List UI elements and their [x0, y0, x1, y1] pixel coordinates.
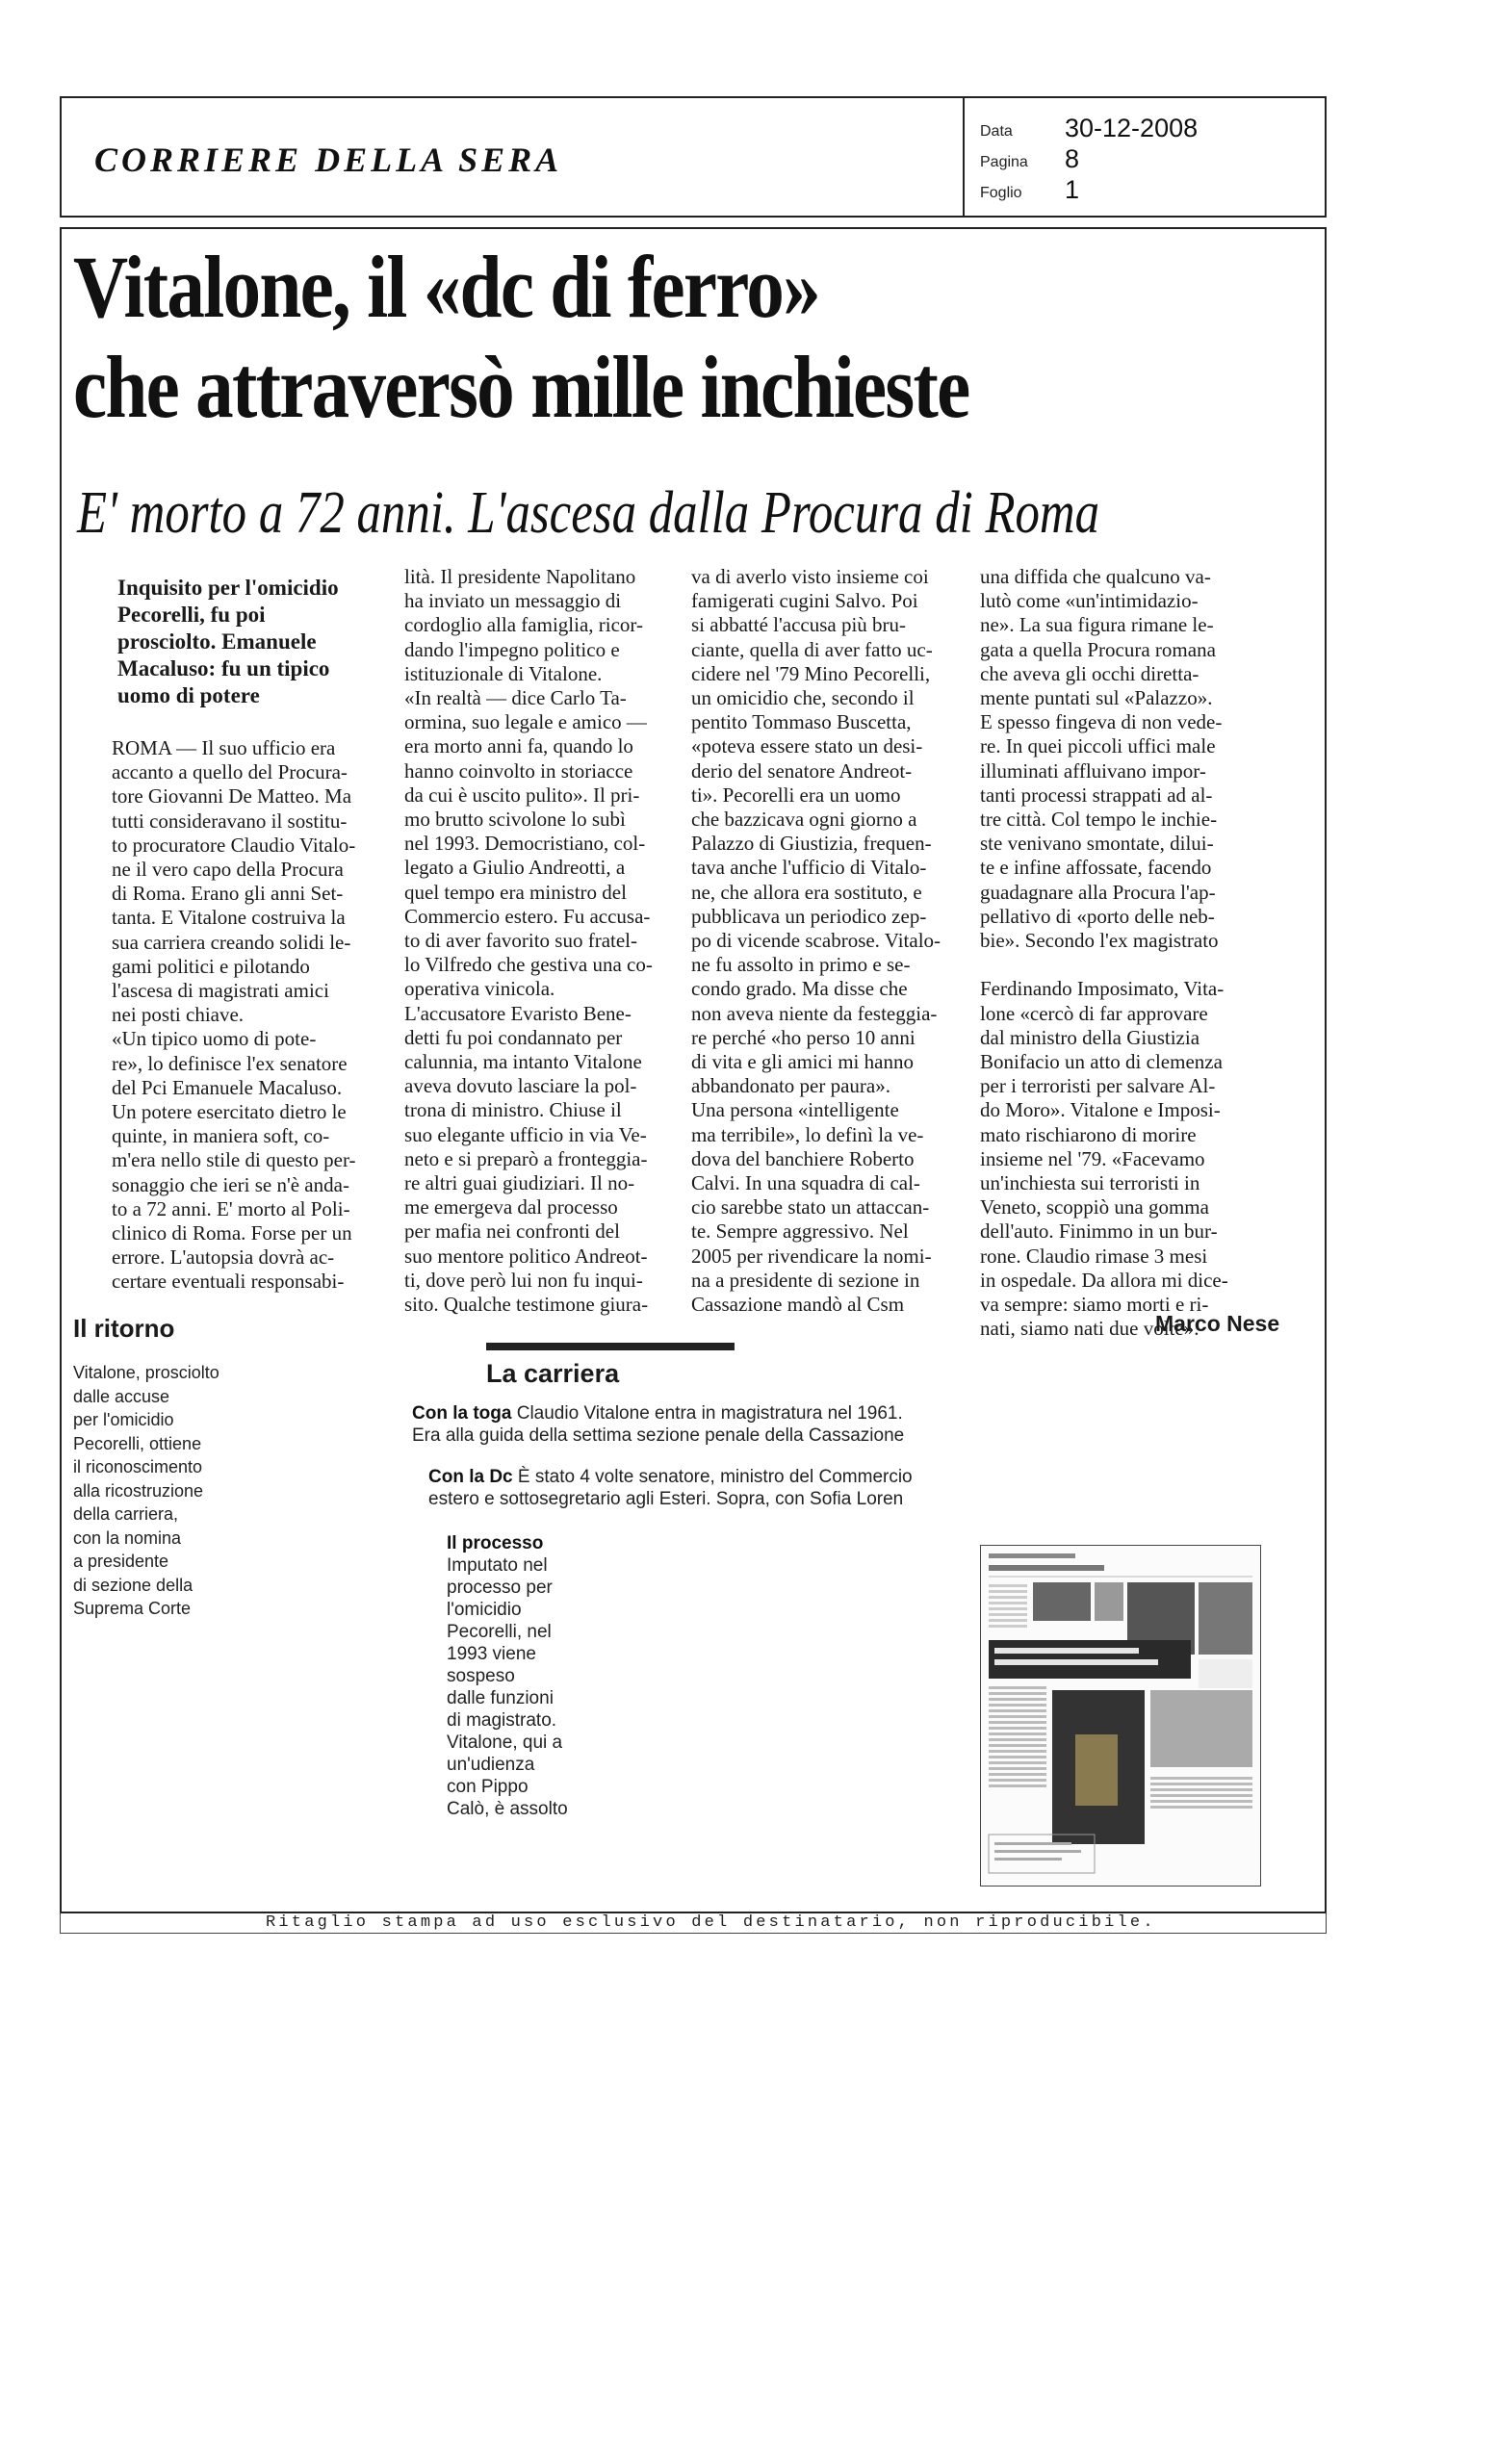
- subheadline: E' morto a 72 anni. L'ascesa dalla Procura di Roma: [77, 480, 1100, 546]
- caption-dc-text: È stato 4 volte senatore, ministro del Commercio estero e sottosegretario agli Esteri. Sopra, con Sofia Loren: [428, 1467, 913, 1509]
- data-value: 30-12-2008: [1065, 114, 1199, 142]
- article-column-4: una diffida che qualcuno va- lutò come «un'intimidazio- ne». La sua figura rimane le- gata a quella Procura romana che aveva gli occhi diretta- mente puntati sul «Palazzo». E spesso fingeva di non vede- re. In quei piccoli uffici male illuminati affluivano impor- tanti processi strappati ad al- tre città. Col tempo le inchie- ste venivano smontate, dilui- te e infine affossate, facendo guadagnare alla Procura l'ap- pellativo di «porto delle neb- bie». Secondo l'ex magistrato Ferdinando Imposimato, Vita- lone «cercò di far approvare dal ministro della Giustizia Bonifacio un atto di clemenza per i terroristi per salvare Al- do Moro». Vitalone e Imposi- mato rischiarono di morire insieme nel '79. «Facevamo un'inchiesta sui terroristi in Veneto, scoppiò una gomma dell'auto. Finimmo in un bur- rone. Claudio rimase 3 mesi in ospedale. Da allora mi dice- va sempre: siamo morti e ri- nati, siamo nati due volte».: [980, 565, 1228, 1341]
- pagina-label: Pagina: [980, 154, 1028, 170]
- sidebar-text: Vitalone, prosciolto dalle accuse per l'omicidio Pecorelli, ottiene il riconoscimento alla ricostruzione della carriera, con la nomina a presidente di sezione della Suprema Corte: [73, 1363, 219, 1618]
- carriera-bar: [486, 1343, 735, 1350]
- caption-processo-lead: Il processo: [447, 1533, 544, 1553]
- sidebar-title: Il ritorno: [73, 1314, 175, 1343]
- byline: Marco Nese: [1155, 1311, 1280, 1336]
- foglio-label: Foglio: [980, 185, 1022, 201]
- caption-processo: [447, 1532, 581, 1820]
- pagina-value: 8: [1065, 144, 1080, 173]
- article-summary: Inquisito per l'omicidio Pecorelli, fu poi prosciolto. Emanuele Macaluso: fu un tipico uomo di potere: [117, 576, 339, 707]
- caption-dc-lead: Con la Dc: [428, 1467, 513, 1487]
- caption-processo-text: Imputato nel processo per l'omicidio Pecorelli, nel 1993 viene sospeso dalle funzioni di magistrato. Vitalone, qui a un'udienza con Pippo Calò, è assolto: [447, 1555, 568, 1819]
- newspaper-masthead: CORRIERE DELLA SERA: [94, 141, 563, 179]
- caption-toga: [412, 1402, 990, 1447]
- caption-toga-text: Claudio Vitalone entra in magistratura nel 1961. Era alla guida della settima sezione penale della Cassazione: [412, 1403, 905, 1446]
- header-divider: [963, 96, 965, 218]
- headline: Vitalone, il «dc di ferro» che attraversò mille inchieste: [73, 238, 969, 436]
- carriera-title: La carriera: [486, 1359, 620, 1388]
- page-thumbnail-graphic: [981, 1546, 1260, 1886]
- caption-dc: [428, 1466, 967, 1510]
- article-column-1: ROMA — Il suo ufficio era accanto a quello del Procura- tore Giovanni De Matteo. Ma tutti consideravano il sostitu- to procuratore Claudio Vitalo- ne il vero capo della Procura di Roma. Erano gli anni Set- tanta. E Vitalone costruiva la sua carriera creando solidi le- gami politici e pilotando l'ascesa di magistrati amici nei posti chiave. «Un tipico uomo di pote- re», lo definisce l'ex senatore del Pci Emanuele Macaluso. Un potere esercitato dietro le quinte, in maniera soft, co- m'era nello stile di questo per- sonaggio che ieri se n'è anda- to a 72 anni. E' morto al Poli- clinico di Roma. Forse per un errore. L'autopsia dovrà ac- certare eventuali responsabi-: [112, 736, 356, 1294]
- article-column-2: lità. Il presidente Napolitano ha inviato un messaggio di cordoglio alla famiglia, ricor- dando l'impegno politico e istituzionale di Vitalone. «In realtà — dice Carlo Ta- ormina, suo legale e amico — era morto anni fa, quando lo hanno coinvolto in storiacce da cui è uscito pulito». Il pri- mo brutto scivolone lo subì nel 1993. Democristiano, col- legato a Giulio Andreotti, a quel tempo era ministro del Commercio estero. Fu accusa- to di aver favorito suo fratel- lo Vilfredo che gestiva una co- operativa vinicola. L'accusatore Evaristo Bene- detti fu poi condannato per calunnia, ma intanto Vitalone aveva dovuto lasciare la pol- trona di ministro. Chiuse il suo elegante ufficio in via Ve- neto e si preparò a fronteggia- re altri guai giudiziari. Il no- me emergeva dal processo per mafia nei confronti del suo mentore politico Andreot- ti, dove però lui non fu inqui- sito. Qualche testimone giura-: [404, 565, 653, 1317]
- article-column-3: va di averlo visto insieme coi famigerati cugini Salvo. Poi si abbatté l'accusa più bru- ciante, quella di aver fatto uc- cidere nel '79 Mino Pecorelli, un omicidio che, secondo il pentito Tommaso Buscetta, «poteva essere stato un desi- derio del senatore Andreot- ti». Pecorelli era un uomo che bazzicava ogni giorno a Palazzo di Giustizia, frequen- tava anche l'ufficio di Vitalo- ne, che allora era sostituto, e pubblicava un periodico zep- po di vicende scabrose. Vitalo- ne fu assolto in primo e se- condo grado. Ma disse che non aveva niente da festeggia- re perché «ho perso 10 anni di vita e gli amici mi hanno abbandonato per paura». Una persona «intelligente ma terribile», lo definì la ve- dova del banchiere Roberto Calvi. In una squadra di cal- cio sarebbe stato un attaccan- te. Sempre aggressivo. Nel 2005 per rivendicare la nomi- na a presidente di sezione in Cassazione mandò al Csm: [691, 565, 941, 1317]
- page-thumbnail: [980, 1545, 1261, 1886]
- foglio-value: 1: [1065, 175, 1080, 204]
- footer-notice: Ritaglio stampa ad uso esclusivo del destinatario, non riproducibile.: [266, 1913, 1156, 1932]
- data-label: Data: [980, 123, 1013, 140]
- caption-toga-lead: Con la toga: [412, 1403, 512, 1424]
